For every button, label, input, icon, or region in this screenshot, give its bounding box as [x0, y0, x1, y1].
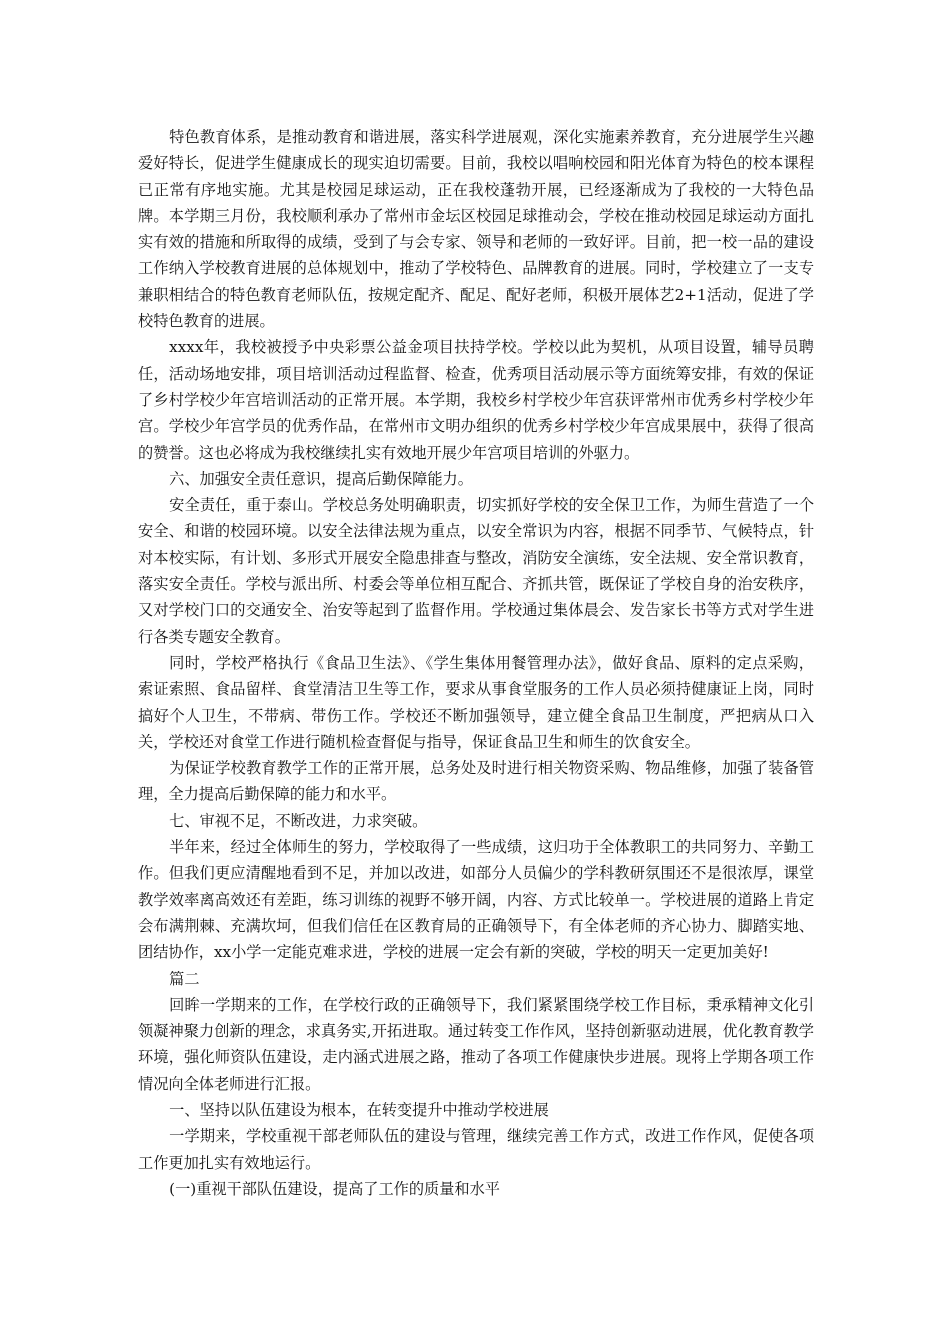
paragraph-logistics: 为保证学校教育教学工作的正常开展，总务处及时进行相关物资采购、物品维修，加强了装备管理，全力提高后勤保障的能力和水平。: [138, 759, 814, 804]
heading-section-seven: 七、审视不足，不断改进，力求突破。: [169, 811, 428, 830]
heading-subsection-one: (一)重视干部队伍建设，提高了工作的质量和水平: [169, 1179, 500, 1198]
paragraph-food-safety: 同时，学校严格执行《食品卫生法》、《学生集体用餐管理办法》，做好食品、原料的定点采购，索证索照、食品留样、食堂清洁卫生等工作，要求从事食堂服务的工作人员必须持健康证上岗，同时搞好个人卫生，不带病、带伤工作。学校还不断加强领导，建立健全食品卫生制度，严把病从口入关，学校还对食堂工作进行随机检查督促与指导，保证食品卫生和师生的饮食安全。: [138, 653, 814, 751]
heading-section-six: 六、加强安全责任意识，提高后勤保障能力。: [169, 469, 473, 488]
paragraph-review: 半年来，经过全体师生的努力，学校取得了一些成绩，这归功于全体教职工的共同努力、辛勤工作。但我们更应清醒地看到不足，并加以改进，如部分人员偏少的学科教研氛围还不是很浓厚，课堂教学效率离高效还有差距，练习训练的视野不够开阔，内容、方式比较单一。学校进展的道路上肯定会布满荆棘、充满坎坷，但我们信任在区教育局的正确领导下，有全体老师的齐心协力、脚踏实地、团结协作，xx小学一定能克难求进，学校的进展一定会有新的突破，学校的明天一定更加美好!: [138, 838, 814, 962]
heading-section-one: 一、坚持以队伍建设为根本，在转变提升中推动学校进展: [169, 1100, 549, 1119]
paragraph-youth-palace: xxxx年，我校被授予中央彩票公益金项目扶持学校。学校以此为契机，从项目设置，辅导员聘任，活动场地安排，项目培训活动过程监督、检查，优秀项目活动展示等方面统筹安排，有效的保证了乡村学校少年宫培训活动的正常开展。本学期，我校乡村学校少年宫获评常州市优秀乡村学校少年宫。学校少年宫学员的优秀作品，在常州市文明办组织的优秀乡村学校少年宫成果展中，获得了很高的赞誉。这也必将成为我校继续扎实有效地开展少年宫项目培训的外驱力。: [138, 338, 814, 462]
paragraph-team-building: 一学期来，学校重视干部老师队伍的建设与管理，继续完善工作方式，改进工作作风，促使各项工作更加扎实有效地运行。: [138, 1127, 814, 1172]
paragraph-semester-review: 回眸一学期来的工作，在学校行政的正确领导下，我们紧紧围绕学校工作目标，秉承精神文化引领凝神聚力创新的理念，求真务实,开拓进取。通过转变工作作风，坚持创新驱动进展，优化教育教学环境，强化师资队伍建设，走内涵式进展之路，推动了各项工作健康快步进展。现将上学期各项工作情况向全体老师进行汇报。: [138, 995, 814, 1093]
document-body: [138, 124, 814, 1202]
heading-part-two: 篇二: [169, 969, 200, 988]
paragraph-safety-responsibility: 安全责任，重于泰山。学校总务处明确职责，切实抓好学校的安全保卫工作，为师生营造了一个安全、和谐的校园环境。以安全法律法规为重点，以安全常识为内容，根据不同季节、气候特点，针对本校实际，有计划、多形式开展安全隐患排查与整改，消防安全演练，安全法规、安全常识教育，落实安全责任。学校与派出所、村委会等单位相互配合、齐抓共管，既保证了学校自身的治安秩序，又对学校门口的交通安全、治安等起到了监督作用。学校通过集体晨会、发告家长书等方式对学生进行各类专题安全教育。: [138, 496, 814, 646]
paragraph-feature-education: 特色教育体系，是推动教育和谐进展，落实科学进展观，深化实施素养教育，充分进展学生兴趣爱好特长，促进学生健康成长的现实迫切需要。目前，我校以唱响校园和阳光体育为特色的校本课程已正常有序地实施。尤其是校园足球运动，正在我校蓬勃开展，已经逐渐成为了我校的一大特色品牌。本学期三月份，我校顺利承办了常州市金坛区校园足球推动会，学校在推动校园足球运动方面扎实有效的措施和所取得的成绩，受到了与会专家、领导和老师的一致好评。目前，把一校一品的建设工作纳入学校教育进展的总体规划中，推动了学校特色、品牌教育的进展。同时，学校建立了一支专兼职相结合的特色教育老师队伍，按规定配齐、配足、配好老师，积极开展体艺2+1活动，促进了学校特色教育的进展。: [138, 128, 814, 331]
